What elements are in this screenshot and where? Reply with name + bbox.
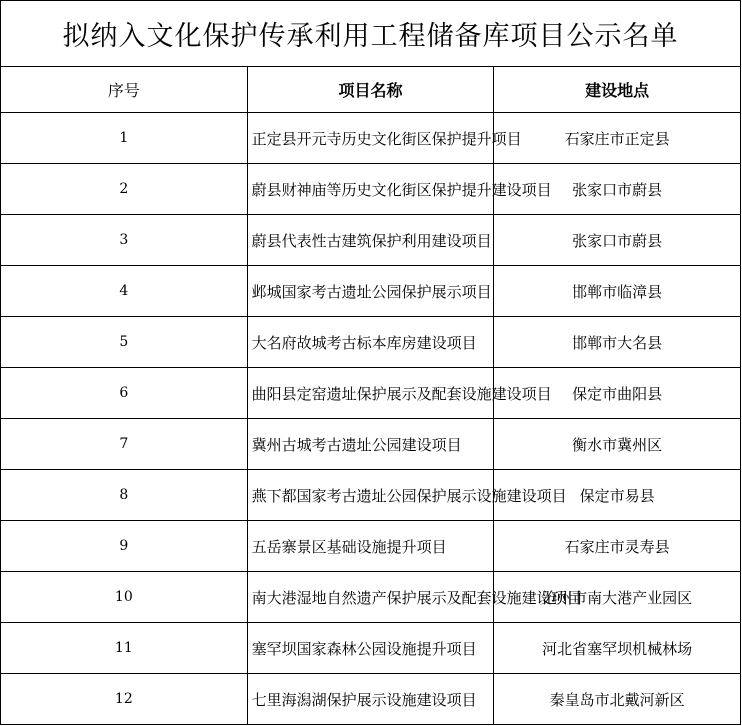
project-location: 秦皇岛市北戴河新区 [494,674,741,725]
header-location: 建设地点 [494,67,741,113]
project-location: 沧州市南大港产业园区 [494,572,741,623]
row-number: 12 [1,674,248,725]
page-title: 拟纳入文化保护传承利用工程储备库项目公示名单 [1,1,741,67]
table-row [1,521,741,572]
row-number: 10 [1,572,248,623]
project-name: 曲阳县定窑遗址保护展示及配套设施建设项目 [247,368,494,419]
header-no: 序号 [1,67,248,113]
table-row [1,164,741,215]
table-row [1,623,741,674]
table-row [1,572,741,623]
table-row [1,674,741,725]
row-number: 6 [1,368,248,419]
table-row [1,317,741,368]
project-location: 保定市曲阳县 [494,368,741,419]
row-number: 8 [1,470,248,521]
project-location: 河北省塞罕坝机械林场 [494,623,741,674]
project-location: 保定市易县 [494,470,741,521]
row-number: 1 [1,113,248,164]
project-name: 七里海潟湖保护展示设施建设项目 [247,674,494,725]
project-name: 塞罕坝国家森林公园设施提升项目 [247,623,494,674]
title-row [1,1,741,67]
row-number: 11 [1,623,248,674]
project-location: 邯郸市临漳县 [494,266,741,317]
table-row [1,113,741,164]
table-row [1,419,741,470]
project-location: 衡水市冀州区 [494,419,741,470]
project-name: 蔚县财神庙等历史文化街区保护提升建设项目 [247,164,494,215]
row-number: 4 [1,266,248,317]
header-row [1,67,741,113]
project-name: 燕下都国家考古遗址公园保护展示设施建设项目 [247,470,494,521]
project-location: 张家口市蔚县 [494,164,741,215]
project-name: 南大港湿地自然遗产保护展示及配套设施建设项目 [247,572,494,623]
project-location: 张家口市蔚县 [494,215,741,266]
row-number: 5 [1,317,248,368]
project-name: 邺城国家考古遗址公园保护展示项目 [247,266,494,317]
table-row [1,368,741,419]
project-name: 蔚县代表性古建筑保护利用建设项目 [247,215,494,266]
project-name: 大名府故城考古标本库房建设项目 [247,317,494,368]
header-project-name: 项目名称 [247,67,494,113]
table-row [1,470,741,521]
row-number: 7 [1,419,248,470]
row-number: 3 [1,215,248,266]
table-row [1,266,741,317]
project-name: 正定县开元寺历史文化街区保护提升项目 [247,113,494,164]
project-location: 邯郸市大名县 [494,317,741,368]
row-number: 9 [1,521,248,572]
table-row [1,215,741,266]
project-name: 五岳寨景区基础设施提升项目 [247,521,494,572]
project-name: 冀州古城考古遗址公园建设项目 [247,419,494,470]
project-location: 石家庄市灵寿县 [494,521,741,572]
project-location: 石家庄市正定县 [494,113,741,164]
row-number: 2 [1,164,248,215]
